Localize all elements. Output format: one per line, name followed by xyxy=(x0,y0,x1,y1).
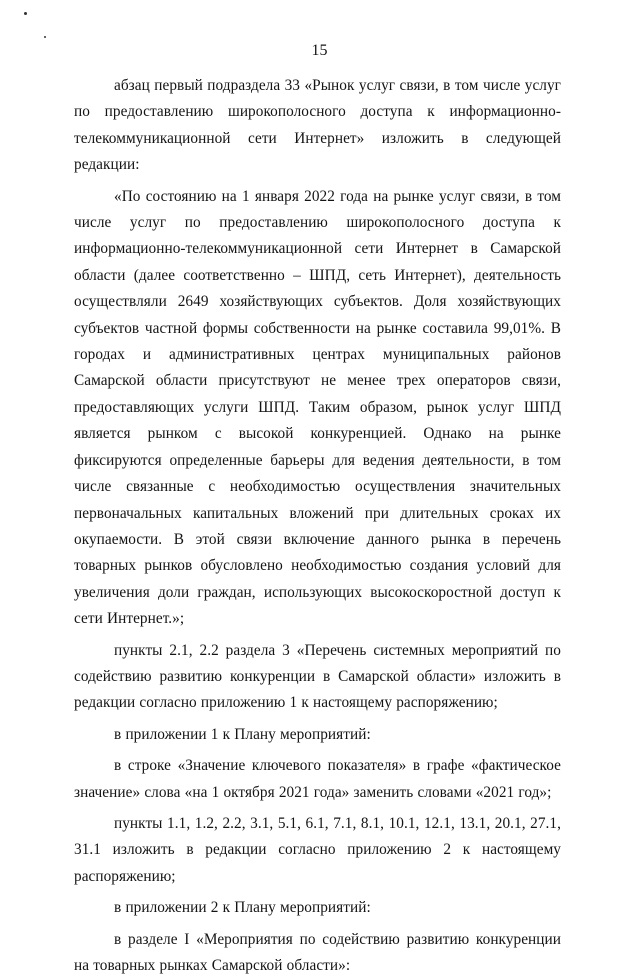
scan-speck xyxy=(44,36,46,38)
paragraph: в приложении 1 к Плану мероприятий: xyxy=(114,725,371,743)
paragraph: в приложении 2 к Плану мероприятий: xyxy=(114,899,371,917)
scan-speck xyxy=(24,12,27,15)
page-number: 15 xyxy=(311,42,328,59)
paragraph: в разделе I «Мероприятия по содействию развитию конкуренции на товарных рынках Самарской области»: xyxy=(74,930,561,974)
paragraph: пункты 2.1, 2.2 раздела 3 «Перечень системных мероприятий по содействию развитию конкуренции в Самарской области» изложить в редакции согласно приложению 1 к настоящему распоряжению; xyxy=(74,641,561,712)
paragraph: «По состоянию на 1 января 2022 года на рынке услуг связи, в том числе услуг по предоставлению широкополосного доступа к информационно-телекоммуникационной сети Интернет в Самарской области (далее соответственно – ШПД, сеть Интернет), деятельность осуществляли 2649 хозяйствующих субъектов. Доля хозяйствующих субъектов частной формы собственности на рынке составила 99,01%. В городах и административных центрах муниципальных районов Самарской области присутствуют не менее трех операторов связи, предоставляющих услуги ШПД. Таким образом, рынок услуг ШПД является рынком с высокой конкуренцией. Однако на рынке фиксируются определенные барьеры для ведения деятельности, в том числе связанные с необходимостью осуществления значительных первоначальных капитальных вложений при длительных сроках их окупаемости. В этой связи включение данного рынка в перечень товарных рынков обусловлено необходимостью создания условий для увеличения доли граждан, использующих высокоскоростной доступ к сети Интернет.»; xyxy=(74,187,561,628)
paragraph: абзац первый подраздела 33 «Рынок услуг связи, в том числе услуг по предоставлению широкополосного доступа к информационно-телекоммуникационной сети Интернет» изложить в следующей редакции: xyxy=(74,77,561,174)
paragraph: пункты 1.1, 1.2, 2.2, 3.1, 5.1, 6.1, 7.1, 8.1, 10.1, 12.1, 13.1, 20.1, 27.1, 31.1 изложить в редакции согласно приложению 2 к настоящему распоряжению; xyxy=(74,814,561,885)
document-body xyxy=(74,73,561,979)
paragraph: в строке «Значение ключевого показателя» в графе «фактическое значение» слова «на 1 октября 2021 года» заменить словами «2021 год»; xyxy=(74,757,561,801)
